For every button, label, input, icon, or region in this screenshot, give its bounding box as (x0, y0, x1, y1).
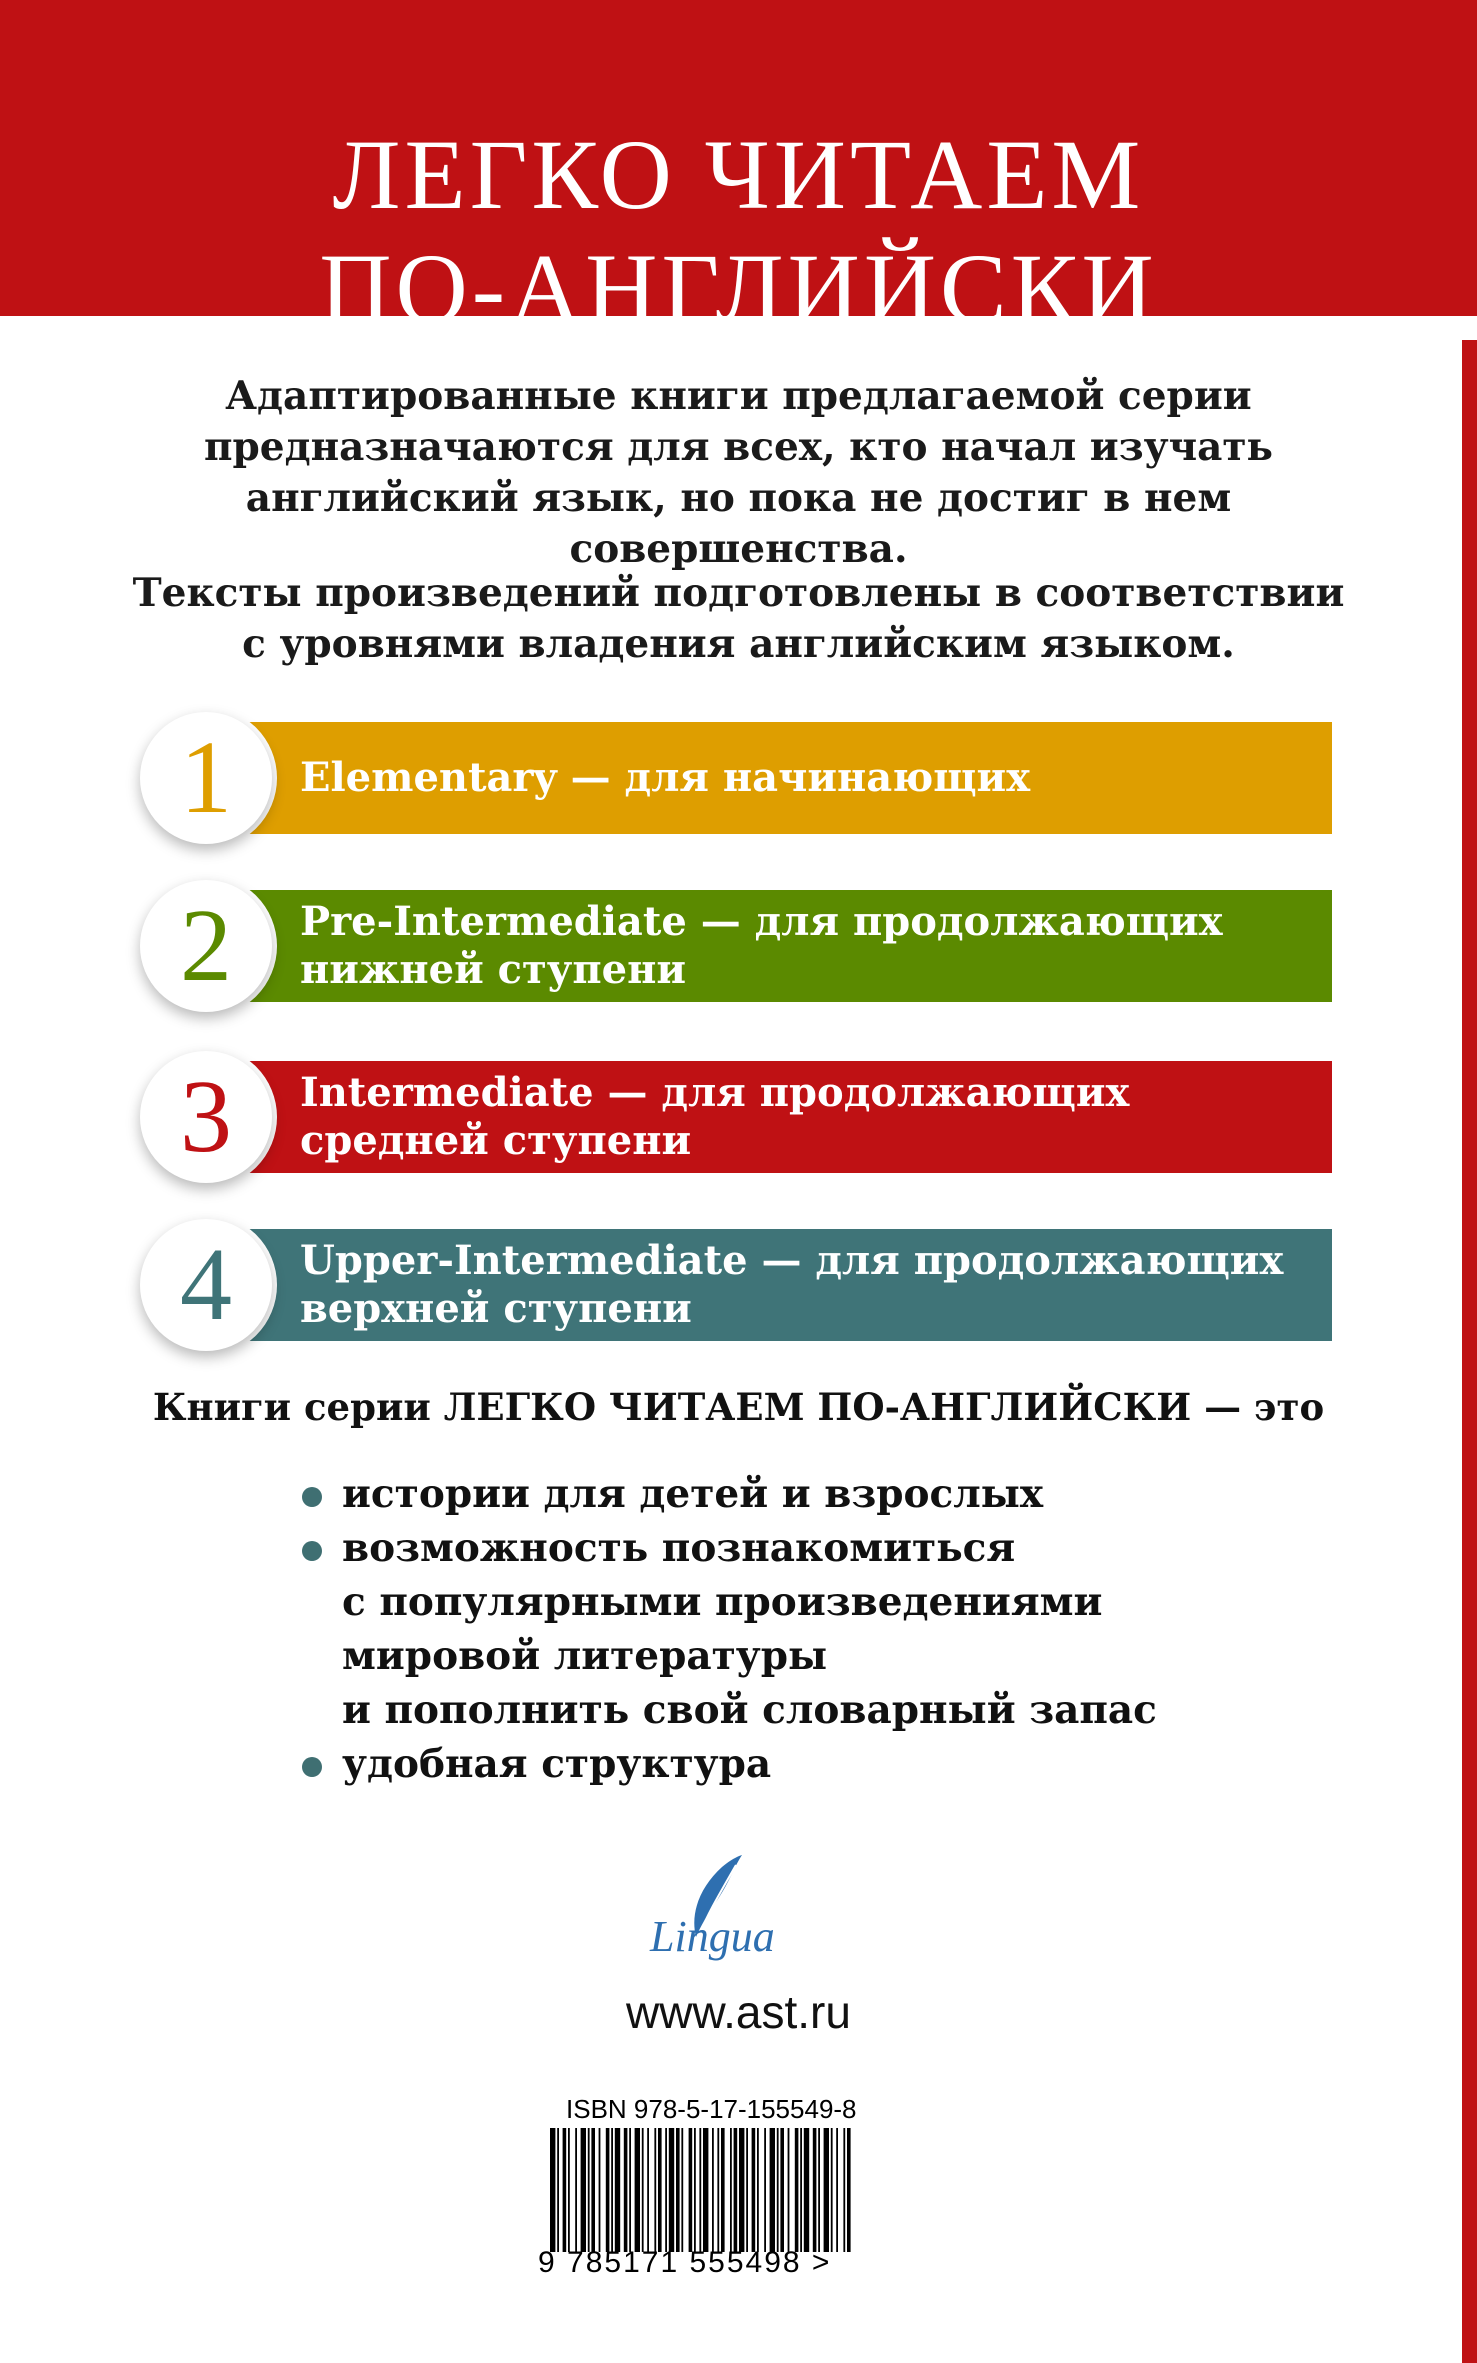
logo-wordmark: Lingua (650, 1912, 775, 1961)
level-label-line1: Elementary — для начинающих (300, 754, 1031, 801)
barcode-icon (546, 2128, 856, 2252)
bullet-dot-icon (302, 1487, 322, 1507)
intro-line: предназначаются для всех, кто начал изучать (203, 424, 1274, 470)
level-label-3 (300, 1069, 1129, 1165)
intro-line: английский язык, но пока не достиг в нем (245, 475, 1232, 521)
series-title-line2: ПО-АНГЛИЙСКИ (319, 233, 1158, 344)
feature-list (302, 1467, 1302, 1791)
isbn-label: ISBN 978-5-17-155549-8 (566, 2094, 857, 2124)
publisher-website: www.ast.ru (626, 1986, 851, 2038)
level-number-badge-1: 1 (140, 712, 272, 844)
level-label-line2: верхней ступени (300, 1285, 692, 1332)
list-item-line: мировой литературы (342, 1633, 828, 1679)
intro-line: с уровнями владения английским языком. (242, 621, 1235, 667)
level-label-line2: нижней ступени (300, 946, 687, 993)
list-item (302, 1467, 1302, 1521)
intro-line: совершенства. (569, 526, 908, 572)
list-item (302, 1521, 1302, 1737)
list-item (302, 1737, 1302, 1791)
level-label-line1: Pre-Intermediate — для продолжающих (300, 898, 1223, 945)
intro-paragraph-2 (100, 568, 1377, 670)
level-label-line2: средней ступени (300, 1117, 692, 1164)
list-item-line: удобная структура (342, 1741, 772, 1787)
bullet-dot-icon (302, 1541, 322, 1561)
level-label-line1: Intermediate — для продолжающих (300, 1069, 1130, 1116)
header-banner (0, 0, 1477, 344)
right-red-rule (1462, 340, 1477, 2363)
level-label-line1: Upper-Intermediate — для продолжающих (300, 1237, 1284, 1284)
bullet-dot-icon (302, 1757, 322, 1777)
lingua-quill-logo-icon (638, 1853, 798, 1973)
barcode-digits: 9 785171 555498 > (538, 2246, 832, 2279)
list-item-line: с популярными произведениями (342, 1579, 1103, 1625)
series-title-line1: ЛЕГКО ЧИТАЕМ (332, 119, 1145, 230)
level-number-badge-3: 3 (140, 1051, 272, 1183)
level-number-badge-2: 2 (140, 880, 272, 1012)
list-item-line: и пополнить свой словарный запас (342, 1687, 1157, 1733)
intro-line: Тексты произведений подготовлены в соответствии (132, 570, 1345, 616)
level-label-1 (300, 754, 1030, 802)
intro-paragraph-1 (100, 371, 1377, 575)
series-title (0, 0, 1477, 346)
intro-line: Адаптированные книги предлагаемой серии (225, 373, 1252, 419)
level-number-badge-4: 4 (140, 1219, 272, 1351)
list-item-line: возможность познакомиться (342, 1525, 1016, 1571)
level-label-4 (300, 1237, 1283, 1333)
level-label-2 (300, 898, 1223, 994)
list-item-line: истории для детей и взрослых (342, 1471, 1044, 1517)
series-statement: Книги серии ЛЕГКО ЧИТАЕМ ПО-АНГЛИЙСКИ — это (152, 1385, 1325, 1429)
